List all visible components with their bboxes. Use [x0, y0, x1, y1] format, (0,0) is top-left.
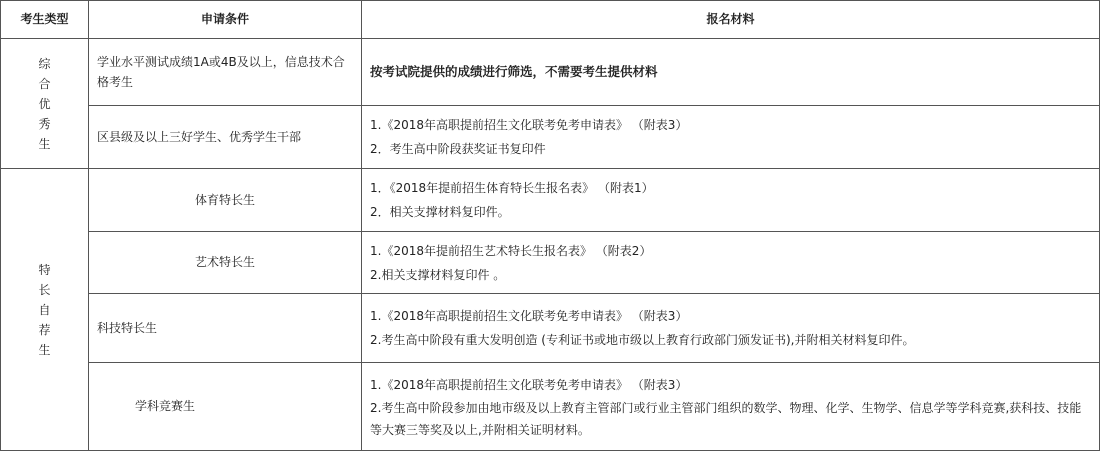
student-type-excellent: 综 合 优 秀 生 — [1, 39, 89, 169]
table-row — [1, 294, 1100, 363]
materials-cell: 1.《2018年高职提前招生文化联考免考申请表》 （附表3） 2.考生高中阶段参加由地市级及以上教育主管部门或行业主管部门组织的数学、物理、化学、生物学、信息学等学科竞赛,获科技、技能等大赛三等奖及以上,并附相关证明材料。 — [362, 363, 1100, 451]
table-row — [1, 39, 1100, 106]
condition-cell: 学科竞赛生 — [89, 363, 362, 451]
materials-cell: 1.《2018年提前招生艺术特长生报名表》 （附表2） 2.相关支撑材料复印件 。 — [362, 232, 1100, 294]
materials-cell: 按考试院提供的成绩进行筛选，不需要考生提供材料 — [362, 39, 1100, 106]
condition-cell: 体育特长生 — [89, 169, 362, 232]
table-row — [1, 169, 1100, 232]
condition-cell: 学业水平测试成绩1A或4B及以上，信息技术合格考生 — [89, 39, 362, 106]
table-row — [1, 363, 1100, 451]
header-conditions: 申请条件 — [89, 1, 362, 39]
header-student-type: 考生类型 — [1, 1, 89, 39]
table-row — [1, 232, 1100, 294]
materials-cell: 1.《2018年高职提前招生文化联考免考申请表》 （附表3） 2．考生高中阶段获奖证书复印件 — [362, 106, 1100, 169]
student-type-specialty: 特 长 自 荐 生 — [1, 169, 89, 451]
header-materials: 报名材料 — [362, 1, 1100, 39]
table-row — [1, 106, 1100, 169]
materials-cell: 1.《2018年高职提前招生文化联考免考申请表》 （附表3） 2.考生高中阶段有重大发明创造 (专利证书或地市级以上教育行政部门颁发证书),并附相关材料复印件。 — [362, 294, 1100, 363]
condition-cell: 艺术特长生 — [89, 232, 362, 294]
header-row — [1, 1, 1100, 39]
condition-cell: 区县级及以上三好学生、优秀学生干部 — [89, 106, 362, 169]
materials-cell: 1．《2018年提前招生体育特长生报名表》 （附表1） 2．相关支撑材料复印件。 — [362, 169, 1100, 232]
condition-cell: 科技特长生 — [89, 294, 362, 363]
